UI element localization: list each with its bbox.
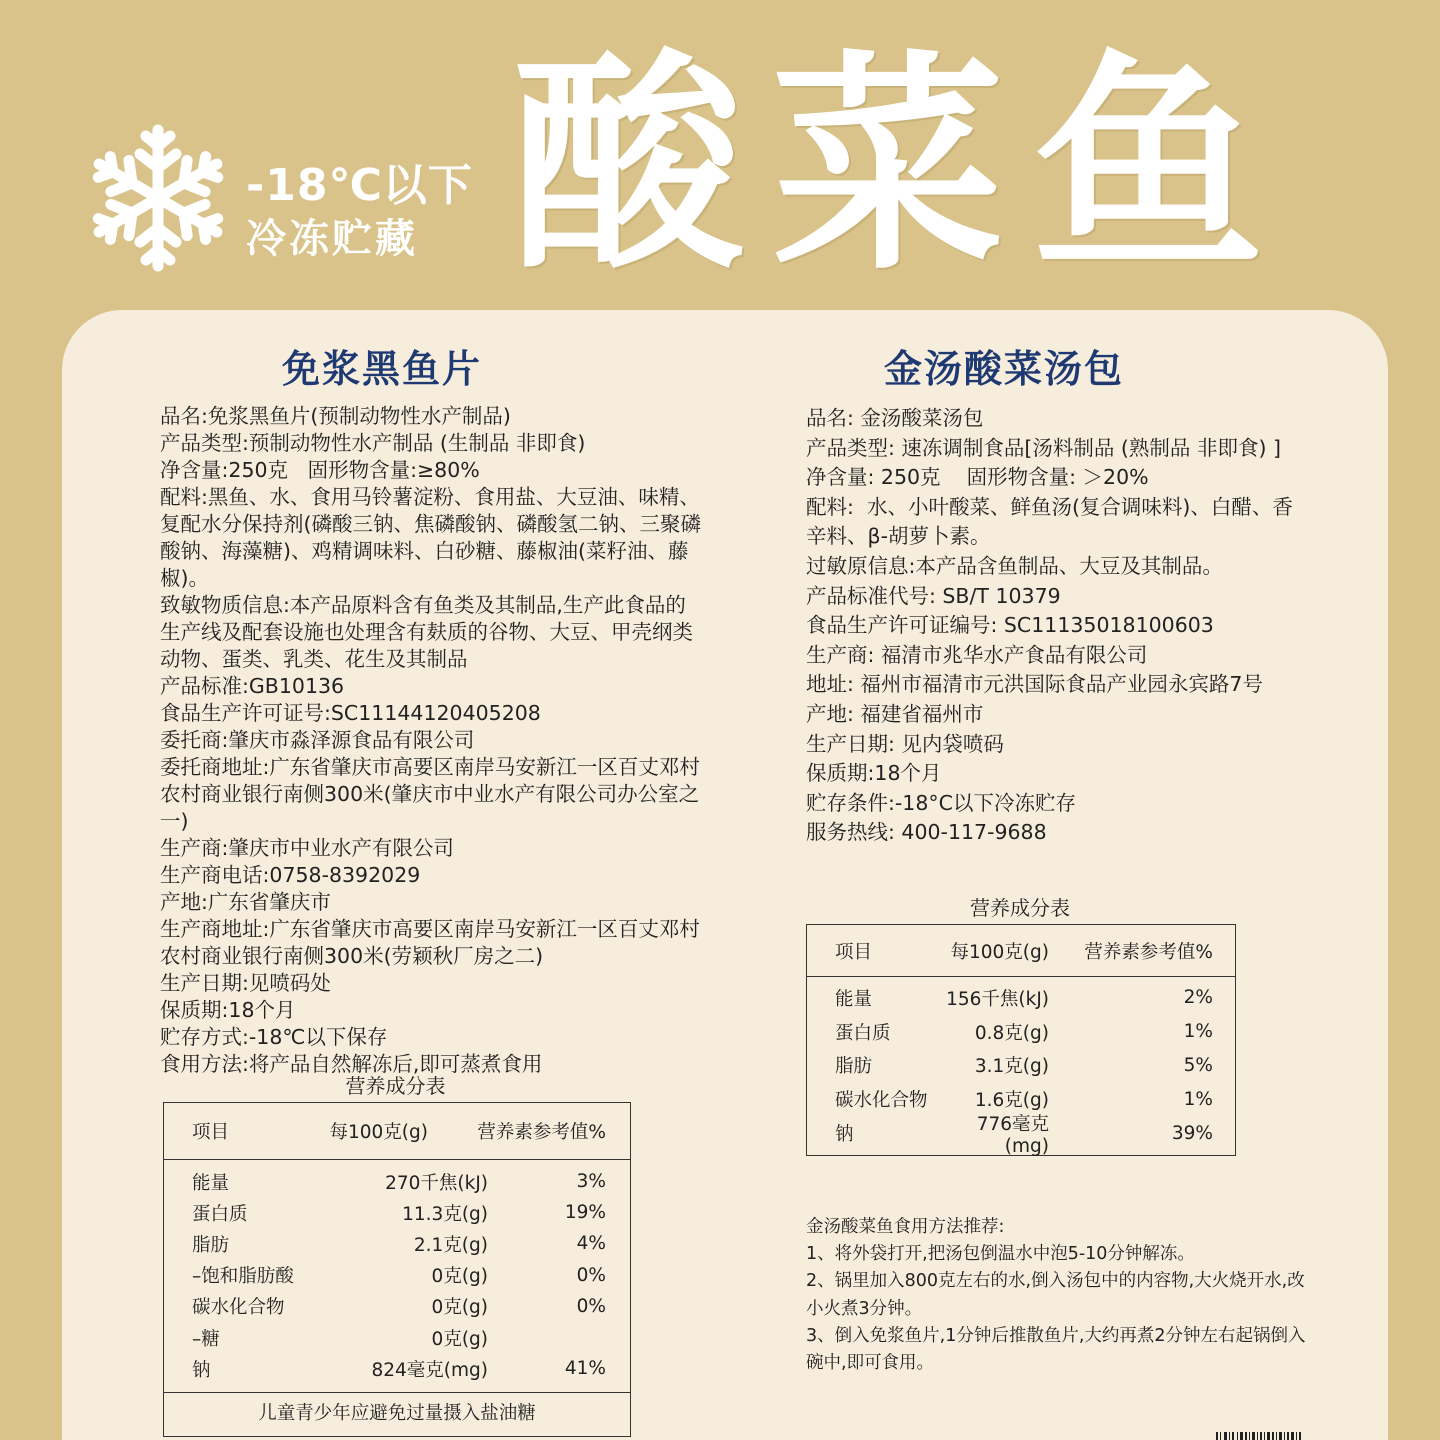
nutrition-header-per100: 每100克(g)	[950, 941, 1049, 963]
info-line: 过敏原信息:本产品含鱼制品、大豆及其制品。	[806, 553, 1223, 578]
nutrient-nrv: 0%	[576, 1295, 606, 1317]
nutrient-amount: 776毫克(mg)	[976, 1113, 1049, 1157]
info-line: 产地:广东省肇庆市	[160, 890, 331, 914]
nutrient-amount: 1.6克(g)	[974, 1090, 1049, 1112]
info-line: 地址: 福州市福清市元洪国际食品产业园永宾路7号	[806, 672, 1263, 697]
info-line: 生产商: 福清市兆华水产食品有限公司	[806, 642, 1148, 667]
nutrient-nrv: 1%	[1183, 1088, 1213, 1110]
recipe-line: 2、锅里加入800克左右的水,倒入汤包中的内容物,大火烧开水,改小火煮3分钟。	[806, 1271, 1305, 1319]
storage-method: 冷冻贮藏	[246, 216, 418, 262]
info-line: 品名:免浆黑鱼片(预制动物性水产制品)	[160, 404, 511, 428]
nutrient-amount: 156千焦(kJ)	[946, 988, 1049, 1010]
nutrient-amount: 270千焦(kJ)	[385, 1172, 488, 1194]
info-card	[62, 310, 1388, 1440]
info-line: 产品标准代号: SB/T 10379	[806, 583, 1061, 608]
nutrient-amount: 0克(g)	[431, 1266, 488, 1288]
nutrient-name: –饱和脂肪酸	[192, 1266, 294, 1288]
nutrient-name: 脂肪	[835, 1056, 873, 1078]
nutrient-name: 蛋白质	[192, 1203, 248, 1225]
info-line: 贮存条件:-18°C以下冷冻贮存	[806, 790, 1076, 815]
nutrient-name: 钠	[192, 1359, 211, 1381]
nutrition-row	[807, 1049, 1235, 1083]
right-product-info	[806, 404, 1306, 848]
nutrition-header-nrv: 营养素参考值%	[477, 1122, 606, 1143]
nutrient-amount: 2.1克(g)	[413, 1234, 488, 1256]
nutrition-row	[807, 1113, 1235, 1157]
nutrient-amount: 0克(g)	[431, 1297, 488, 1319]
storage-temperature: -18℃以下	[246, 160, 473, 211]
nutrient-name: 蛋白质	[835, 1022, 891, 1044]
nutrient-amount: 0克(g)	[431, 1328, 488, 1350]
recipe-line: 1、将外袋打开,把汤包倒温水中泡5-10分钟解冻。	[806, 1244, 1195, 1265]
nutrition-header-row	[164, 1103, 630, 1160]
nutrient-name: 能量	[192, 1172, 230, 1194]
nutrient-nrv: 5%	[1183, 1054, 1213, 1076]
nutrition-row	[807, 1015, 1235, 1049]
info-line: 致敏物质信息:本产品原料含有鱼类及其制品,生产此食品的生产线及配套设施也处理含有麸质的谷物、大豆、甲壳纲类动物、蛋类、乳类、花生及其制品	[160, 593, 693, 671]
nutrient-nrv: 41%	[564, 1358, 606, 1380]
info-line: 配料:黑鱼、水、食用马铃薯淀粉、食用盐、大豆油、味精、复配水分保持剂(磷酸三钠、焦磷酸钠、磷酸氢二钠、三聚磷酸钠、海藻糖)、鸡精调味料、白砂糖、藤椒油(菜籽油、藤椒)。	[160, 485, 701, 590]
nutrition-row	[164, 1197, 630, 1228]
storage-label	[246, 160, 473, 266]
nutrient-amount: 3.1克(g)	[974, 1056, 1049, 1078]
nutrition-row	[807, 981, 1235, 1015]
barcode-icon	[1216, 1432, 1304, 1440]
header	[0, 0, 1440, 320]
nutrition-row	[164, 1291, 630, 1322]
info-line: 委托商地址:广东省肇庆市高要区南岸马安新江一区百丈邓村农村商业银行南侧300米(肇庆市中业水产有限公司办公室之一)	[160, 755, 700, 833]
nutrition-row	[164, 1260, 630, 1291]
info-line: 品名: 金汤酸菜汤包	[806, 406, 984, 430]
info-line: 委托商:肇庆市淼泽源食品有限公司	[160, 728, 475, 752]
recipe-line: 3、倒入免浆鱼片,1分钟后推散鱼片,大约再煮2分钟左右起锅倒入碗中,即可食用。	[806, 1325, 1306, 1374]
nutrient-nrv: 0%	[576, 1264, 606, 1286]
nutrient-nrv: 19%	[564, 1202, 606, 1224]
nutrient-name: 碳水化合物	[192, 1297, 285, 1319]
left-nutrition-title: 营养成分表	[345, 1074, 446, 1098]
nutrient-nrv: 4%	[576, 1233, 606, 1255]
info-line: 产品类型: 速冻调制食品[汤料制品 (熟制品 非即食) ]	[806, 435, 1281, 460]
info-line: 食用方法:将产品自然解冻后,即可蒸煮食用	[160, 1052, 543, 1076]
nutrition-header-row	[807, 925, 1235, 977]
nutrient-name: 脂肪	[192, 1234, 230, 1256]
info-line: 生产商:肇庆市中业水产有限公司	[160, 836, 454, 860]
info-line: 食品生产许可证编号: SC11135018100603	[806, 613, 1214, 638]
left-product-title: 免浆黑鱼片	[282, 347, 483, 391]
cooking-instructions	[806, 1214, 1306, 1377]
info-line: 生产商地址:广东省肇庆市高要区南岸马安新江一区百丈邓村农村商业银行南侧300米(劳颖秋厂房之二)	[160, 917, 700, 968]
info-line: 净含量:250克 固形物含量:≥80%	[160, 458, 480, 482]
nutrient-name: 钠	[835, 1124, 854, 1146]
info-line: 保质期:18个月	[160, 998, 296, 1022]
info-line: 产地: 福建省福州市	[806, 701, 984, 726]
info-line: 配料: 水、小叶酸菜、鲜鱼汤(复合调味料)、白醋、香辛料、β-胡萝卜素。	[806, 494, 1293, 549]
nutrition-row	[164, 1228, 630, 1259]
info-line: 保质期:18个月	[806, 761, 942, 786]
info-line: 食品生产许可证号:SC11144120405208	[160, 701, 541, 725]
nutrient-name: 碳水化合物	[835, 1090, 928, 1112]
right-nutrition-title: 营养成分表	[970, 896, 1070, 920]
nutrition-row	[164, 1353, 630, 1384]
nutrition-header-nrv: 营养素参考值%	[1084, 941, 1213, 963]
snowflake-icon	[92, 124, 224, 272]
nutrition-header-item: 项目	[192, 1122, 230, 1143]
nutrient-nrv: 39%	[1171, 1122, 1213, 1144]
info-line: 生产日期:见喷码处	[160, 971, 331, 995]
nutrition-header-item: 项目	[835, 941, 873, 963]
nutrient-nrv: 2%	[1183, 987, 1213, 1009]
info-line: 生产日期: 见内袋喷码	[806, 731, 1004, 756]
info-line: 贮存方式:-18℃以下保存	[160, 1025, 388, 1049]
right-nutrition-table	[806, 924, 1236, 1156]
nutrient-nrv: 3%	[576, 1171, 606, 1193]
info-line: 生产商电话:0758-8392029	[160, 863, 421, 887]
product-title: 酸菜鱼	[512, 28, 1293, 301]
nutrition-footnote: 儿童青少年应避免过量摄入盐油糖	[164, 1392, 630, 1436]
left-nutrition-table	[163, 1102, 631, 1437]
nutrient-amount: 0.8克(g)	[974, 1022, 1049, 1044]
nutrient-amount: 824毫克(mg)	[371, 1359, 488, 1381]
right-product-title: 金汤酸菜汤包	[884, 347, 1125, 391]
nutrition-row	[164, 1322, 630, 1353]
nutrient-nrv: 1%	[1183, 1021, 1213, 1043]
info-line: 产品类型:预制动物性水产制品 (生制品 非即食)	[160, 431, 586, 455]
recipe-line: 金汤酸菜鱼食用方法推荐:	[806, 1217, 1005, 1237]
nutrition-header-per100: 每100克(g)	[329, 1122, 428, 1143]
nutrient-amount: 11.3克(g)	[402, 1203, 488, 1225]
nutrient-name: 能量	[835, 988, 873, 1010]
info-line: 产品标准:GB10136	[160, 674, 345, 698]
info-line: 净含量: 250克 固形物含量: ＞20%	[806, 465, 1149, 490]
left-product-info	[160, 403, 705, 1078]
nutrition-row	[164, 1166, 630, 1197]
nutrient-name: –糖	[192, 1328, 220, 1350]
info-line: 服务热线: 400-117-9688	[806, 820, 1047, 845]
